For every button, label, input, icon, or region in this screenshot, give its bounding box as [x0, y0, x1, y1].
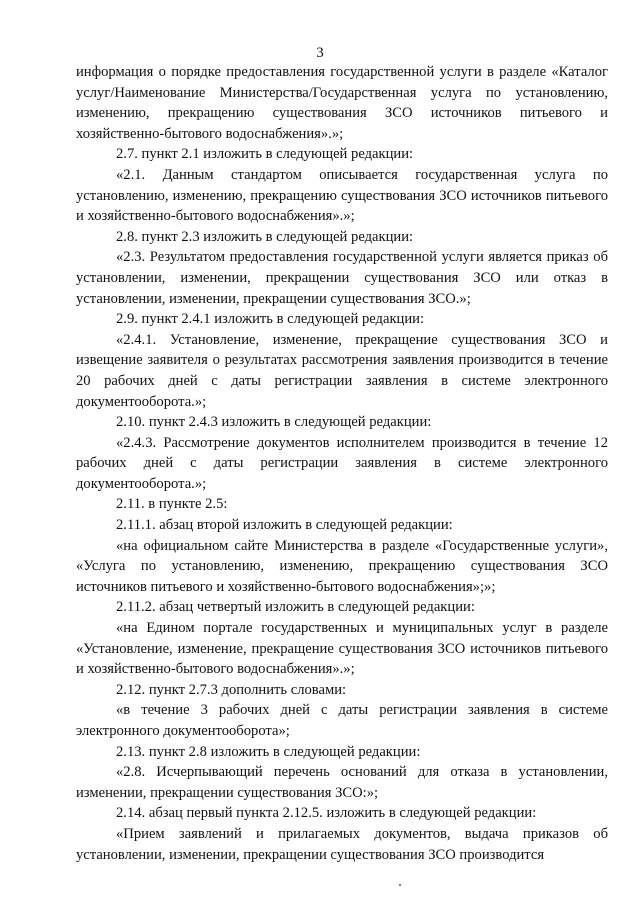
paragraph-quote-2-4-1: «2.4.1. Установление, изменение, прекращение существования ЗСО и извещение заявителя о результатах рассмотрения заявления производится в течение 20 рабочих дней с даты регистрации заявления в системе электронного документооборота.»; [76, 331, 608, 410]
paragraph-item-2-12: 2.12. пункт 2.7.3 дополнить словами: [116, 681, 347, 698]
paragraph-quote-2-12-5: «Прием заявлений и прилагаемых документов, выдача приказов об установлении, изменении, прекращении существования ЗСО производится [76, 825, 608, 863]
paragraph-item-2-8: 2.8. пункт 2.3 изложить в следующей редакции: [116, 228, 414, 245]
paragraph-quote-website: «на официальном сайте Министерства в разделе «Государственные услуги», «Услуга по установлению, изменению, прекращению существования ЗСО источников питьевого и хозяйственно-бытового водоснабжения»;»; [76, 537, 608, 595]
paragraph-item-2-13: 2.13. пункт 2.8 изложить в следующей редакции: [116, 743, 421, 760]
paragraph-continuation: информация о порядке предоставления государственной услуги в разделе «Каталог услуг/Наименование Министерства/Государственная услуга по установлению, изменению, прекращению существования ЗСО источников питьевого и хозяйственно-бытового водоснабжения».»; [76, 64, 608, 142]
paragraph-item-2-11-1: 2.11.1. абзац второй изложить в следующей редакции: [116, 517, 453, 534]
paragraph-item-2-7: 2.7. пункт 2.1 изложить в следующей редакции: [116, 146, 414, 163]
paragraph-quote-2-1: «2.1. Данным стандартом описывается государственная услуга по установлению, изменению, прекращению существования ЗСО источников питьевого и хозяйственно-бытового водоснабжения».»; [76, 166, 608, 225]
paragraph-item-2-9: 2.9. пункт 2.4.1 изложить в следующей редакции: [116, 311, 425, 328]
scan-speck [399, 884, 401, 886]
paragraph-item-2-11: 2.11. в пункте 2.5: [116, 496, 228, 513]
paragraph-quote-2-7-3: «в течение 3 рабочих дней с даты регистрации заявления в системе электронного документооборота»; [76, 702, 608, 739]
page-number: 3 [316, 45, 324, 61]
paragraph-quote-2-3: «2.3. Результатом предоставления государственной услуги является приказ об установлении, изменении, прекращении существования ЗСО или отказ в установлении, изменении, прекращении существования ЗСО.»; [76, 249, 608, 307]
paragraph-quote-portal: «на Едином портале государственных и муниципальных услуг в разделе «Установление, изменение, прекращение существования ЗСО источников питьевого и хозяйственно-бытового водоснабжения».»; [76, 620, 608, 678]
paragraph-item-2-11-2: 2.11.2. абзац четвертый изложить в следующей редакции: [116, 599, 475, 616]
paragraph-item-2-14: 2.14. абзац первый пункта 2.12.5. изложить в следующей редакции: [116, 805, 537, 822]
paragraph-quote-2-8: «2.8. Исчерпывающий перечень оснований для отказа в установлении, изменении, прекращении существования ЗСО:»; [76, 764, 608, 801]
paragraph-quote-2-4-3: «2.4.3. Рассмотрение документов исполнителем производится в течение 12 рабочих дней с даты регистрации заявления в системе электронного документооборота.»; [76, 434, 608, 492]
document-body [76, 62, 608, 865]
paragraph-item-2-10: 2.10. пункт 2.4.3 изложить в следующей редакции: [116, 414, 432, 431]
